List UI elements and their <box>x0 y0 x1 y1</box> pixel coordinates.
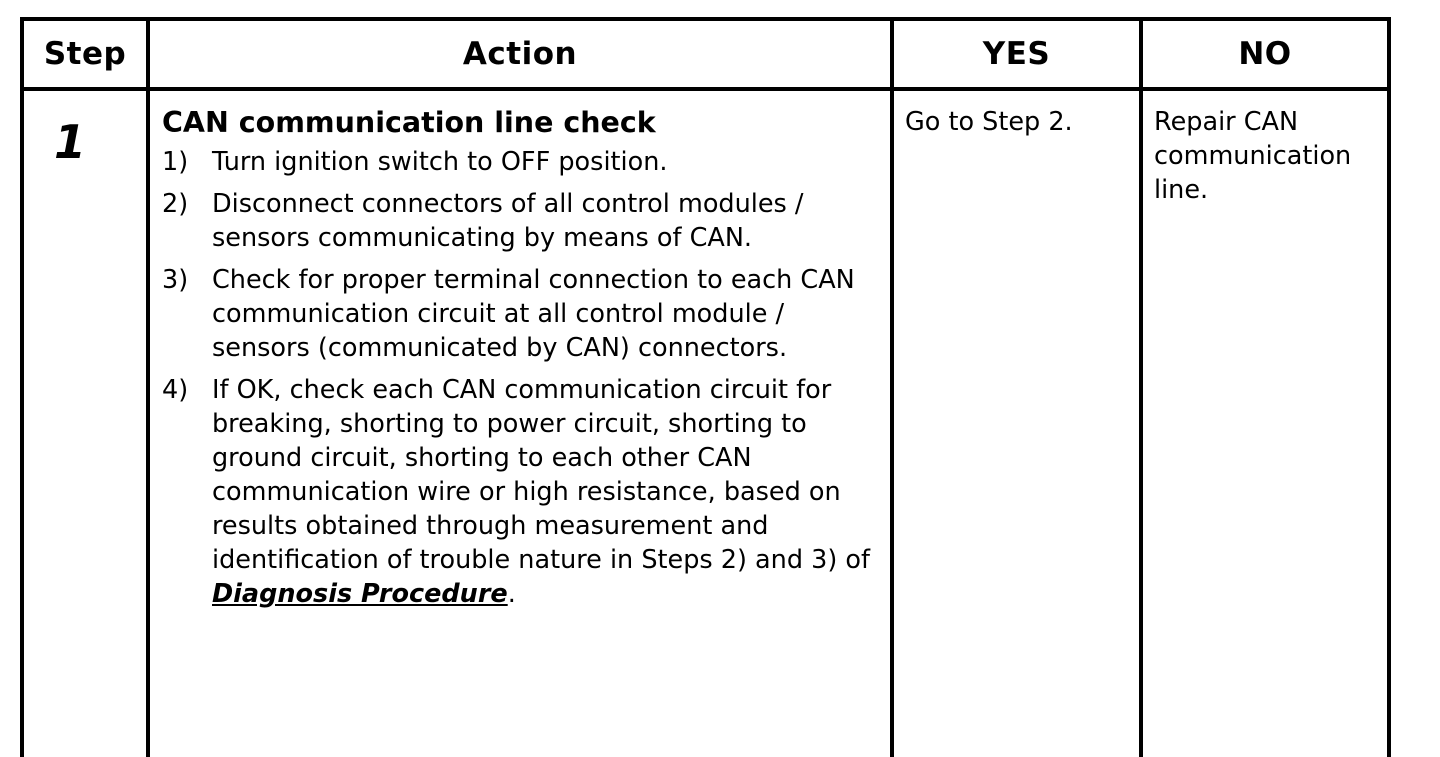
header-step: Step <box>43 36 127 72</box>
action-item <box>162 145 882 179</box>
item-number: 3) <box>162 265 189 295</box>
item-number: 1) <box>162 147 189 177</box>
header-action: Action <box>462 36 578 72</box>
column-divider <box>890 21 894 757</box>
action-item <box>162 187 882 255</box>
procedure-table <box>20 17 1391 757</box>
action-cell <box>162 105 882 619</box>
header-no: NO <box>1238 36 1292 72</box>
column-divider <box>146 21 150 757</box>
item-number: 2) <box>162 189 189 219</box>
step-number: 1 <box>54 115 87 169</box>
action-item <box>162 263 882 365</box>
action-item <box>162 373 882 611</box>
item-text: Check for proper terminal connection to each CAN communication circuit at all control module / sensors (communicated by CAN) connectors. <box>212 265 855 363</box>
item-text-wrapper <box>212 373 882 611</box>
item-text: If OK, check each CAN communication circuit for breaking, shorting to power circuit, shorting to ground circuit, shorting to each other CAN communication wire or high resistance, based on results obtained through measurement and identification of trouble nature in Steps 2) and 3) of <box>212 375 870 575</box>
item-suffix: . <box>507 579 516 609</box>
action-title: CAN communication line check <box>162 106 656 139</box>
yes-cell-text: Go to Step 2. <box>905 107 1073 137</box>
item-text: Disconnect connectors of all control modules / sensors communicating by means of CAN. <box>212 189 804 253</box>
no-cell-text: Repair CAN communication line. <box>1154 107 1352 205</box>
header-yes: YES <box>982 36 1051 72</box>
item-number: 4) <box>162 375 189 405</box>
diagnosis-procedure-link[interactable]: Diagnosis Procedure <box>212 579 508 609</box>
column-divider <box>1139 21 1143 757</box>
item-text: Turn ignition switch to OFF position. <box>212 147 668 177</box>
header-divider <box>24 87 1387 91</box>
